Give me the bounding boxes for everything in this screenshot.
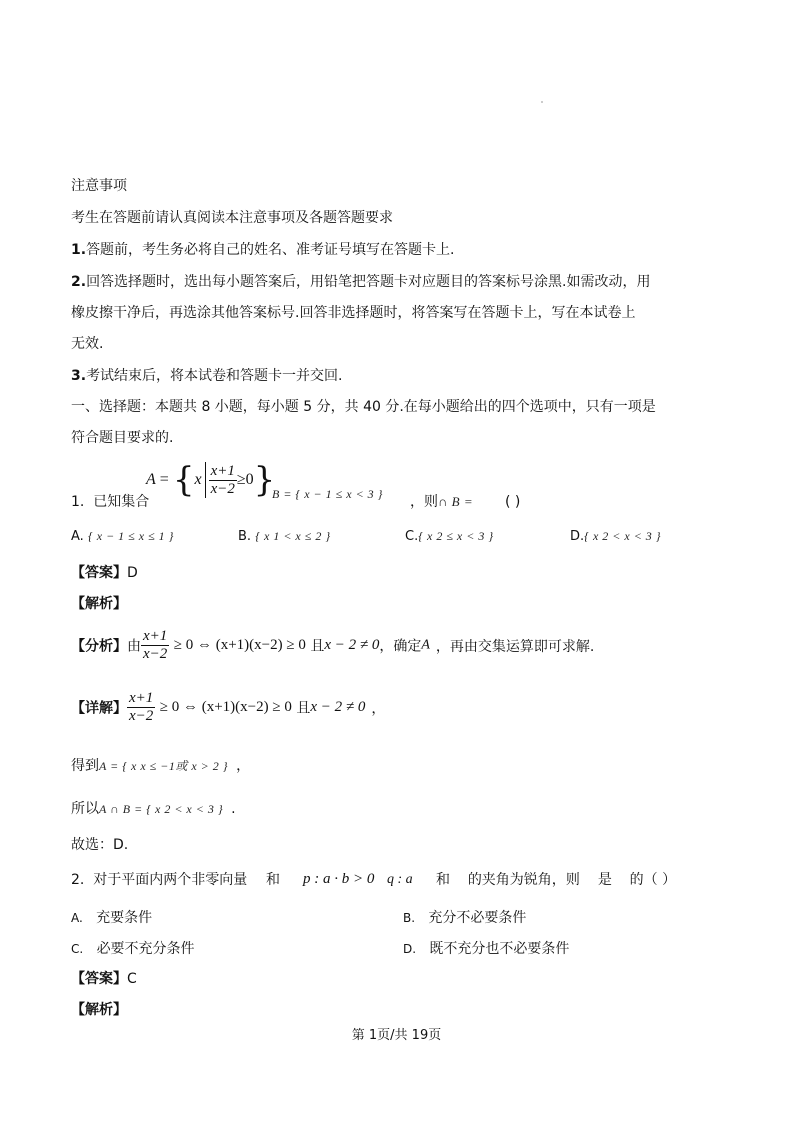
answer-value: D — [127, 565, 138, 581]
option-label: B. — [403, 911, 416, 925]
q2-analysis-tag: 【解析】 — [71, 1002, 127, 1018]
option-set: { x − 1 ≤ x ≤ 1 } — [87, 529, 174, 543]
p-expression: p : a · b > 0 — [303, 871, 375, 887]
notice-item-num: 3. — [71, 368, 87, 384]
fenxi-neq: x − 2 ≠ 0 — [324, 637, 380, 653]
q1-get-line — [71, 756, 250, 776]
q1-xiangjie-line — [71, 690, 385, 734]
q1-answer — [71, 563, 138, 583]
option-set: { x 2 ≤ x < 3 } — [418, 529, 494, 543]
option-label: D. — [570, 529, 585, 544]
notice-item-3 — [71, 366, 343, 386]
set-a-fraction — [209, 463, 237, 498]
section-heading-line-1: 一、选择题：本题共 8 小题，每小题 5 分，共 40 分.在每小题给出的四个选项中，只有一项是 — [71, 399, 656, 415]
fenxi-equivalence: ≥ 0 ⇔ (x+1)(x−2) ≥ 0 — [173, 637, 306, 653]
q2-option-b[interactable] — [403, 907, 526, 927]
q1-so-line — [71, 799, 236, 819]
q2-stem-and-1: 和 — [266, 872, 280, 888]
q2-option-d[interactable] — [403, 938, 569, 958]
intersection-expression: ∩ B = — [438, 494, 474, 509]
fenxi-fraction — [141, 628, 169, 663]
q1-set-b — [272, 484, 383, 504]
question-number: 2. — [71, 872, 85, 888]
q2-q-expression — [387, 869, 413, 890]
fenxi-suffix-2: ，再由交集运算即可求解. — [435, 638, 595, 655]
set-a-condition: ≥0 — [236, 471, 254, 488]
answer-tag: 【答案】 — [71, 971, 127, 987]
fraction-denominator: x−2 — [129, 708, 154, 724]
q-expression: q : a — [387, 872, 413, 887]
so-set: A ∩ B = { x 2 < x < 3 } — [99, 802, 224, 816]
q1-option-d[interactable] — [570, 529, 661, 544]
fenxi-prefix: 由 — [127, 638, 141, 655]
fenxi-tag: 【分析】 — [71, 638, 127, 655]
notice-item-text: 回答选择题时，选出每小题答案后，用铅笔把答题卡对应题目的答案标号涂黑.如需改动，用 — [86, 274, 651, 290]
fraction-denominator: x−2 — [210, 480, 235, 497]
equals-sign: = — [155, 471, 173, 488]
notice-item-num: 2. — [71, 274, 87, 290]
q1-choose: 故选：D. — [71, 837, 129, 853]
q1-analysis-tag: 【解析】 — [71, 596, 127, 612]
notice-item-2 — [71, 272, 651, 292]
notice-item-text: 答题前，考生务必将自己的姓名、准考证号填写在答题卡上. — [86, 242, 455, 258]
option-label: A. — [71, 911, 83, 925]
set-bar — [205, 462, 206, 498]
xiangjie-and: 且 — [296, 700, 311, 717]
q1-option-c[interactable] — [405, 529, 494, 544]
q2-stem-g: 的（ ） — [629, 872, 677, 888]
option-label: D. — [403, 942, 417, 956]
notice-item-1 — [71, 240, 455, 260]
notice-title: 注意事项 — [71, 178, 127, 194]
q1-stem-tail — [410, 492, 473, 512]
q1-fenxi-line — [71, 628, 594, 672]
notice-item-text: 考试结束后，将本试卷和答题卡一并交回. — [86, 368, 343, 384]
q2-stem-right — [436, 870, 676, 891]
notice-item-2-line-3: 无效. — [71, 336, 104, 352]
scan-speck — [541, 101, 543, 103]
fraction-numerator: x+1 — [143, 628, 168, 644]
fenxi-suffix-1: ，确定 — [379, 638, 422, 655]
option-set: { x 2 < x < 3 } — [584, 529, 662, 543]
set-a-var: x — [194, 471, 202, 488]
q2-answer — [71, 969, 137, 989]
option-label: A. — [71, 529, 84, 544]
left-brace: { — [172, 460, 195, 500]
xiangjie-neq: x − 2 ≠ 0 — [310, 699, 366, 715]
section-heading-line-2: 符合题目要求的. — [71, 430, 174, 446]
xiangjie-fraction — [127, 690, 155, 725]
so-prefix: 所以 — [71, 801, 99, 817]
get-set: A = { x x ≤ −1或 x > 2 } — [99, 759, 229, 773]
option-set: { x 1 < x ≤ 2 } — [255, 529, 331, 543]
q2-stem-c: 和 — [436, 872, 450, 888]
question-number: 1. — [71, 494, 85, 510]
q2-option-c[interactable] — [71, 938, 195, 958]
xiangjie-suffix: ， — [371, 700, 386, 717]
page-footer: 第 1页/共 19页 — [351, 1028, 442, 1043]
answer-value: C — [127, 971, 137, 987]
notice-subtitle: 考生在答题前请认真阅读本注意事项及各题答题要求 — [71, 210, 393, 226]
option-text: 既不充分也不必要条件 — [429, 941, 570, 957]
q2-stem-d: 的夹角为锐角， — [467, 872, 566, 888]
option-text: 充要条件 — [96, 910, 153, 926]
option-text: 必要不充分条件 — [96, 941, 195, 957]
fraction-denominator: x−2 — [143, 646, 168, 662]
q1-answer-paren: ( ) — [505, 494, 521, 510]
q1-stem-prefix: 已知集合 — [93, 494, 150, 510]
q1-option-a[interactable] — [71, 529, 174, 544]
xiangjie-tag: 【详解】 — [71, 700, 127, 717]
option-text: 充分不必要条件 — [428, 910, 527, 926]
xiangjie-equivalence: ≥ 0 ⇔ (x+1)(x−2) ≥ 0 — [159, 699, 292, 715]
q2-stem-e: 则 — [565, 872, 580, 888]
q2-p-expression — [303, 869, 374, 889]
set-b-expression: B = { x − 1 ≤ x < 3 } — [272, 487, 383, 501]
q2-stem-a: 对于平面内两个非零向量 — [93, 872, 248, 888]
q2-option-a[interactable] — [71, 907, 152, 927]
q2-stem-f: 是 — [597, 872, 612, 888]
q1-stem-suffix: ，则 — [410, 494, 438, 510]
q2-stem-left — [71, 870, 247, 890]
option-label: C. — [71, 942, 84, 956]
fenxi-and: 且 — [310, 638, 325, 655]
q1-set-a-formula — [146, 460, 275, 504]
notice-item-2-line-2: 橡皮擦干净后，再选涂其他答案标号.回答非选择题时，将答案写在答题卡上，写在本试卷上 — [71, 305, 636, 321]
fraction-numerator: x+1 — [129, 690, 154, 706]
get-prefix: 得到 — [71, 758, 99, 774]
answer-tag: 【答案】 — [71, 565, 127, 581]
fenxi-var: A — [421, 637, 430, 653]
option-label: B. — [238, 529, 252, 544]
q1-stem — [71, 492, 149, 512]
notice-item-num: 1. — [71, 242, 87, 258]
q1-option-b[interactable] — [238, 529, 331, 544]
right-brace: } — [253, 460, 276, 500]
fraction-numerator: x+1 — [210, 462, 235, 479]
option-label: C. — [405, 529, 419, 544]
set-a-label: A — [146, 471, 156, 488]
get-suffix: ， — [236, 758, 251, 774]
so-suffix: . — [231, 801, 236, 817]
